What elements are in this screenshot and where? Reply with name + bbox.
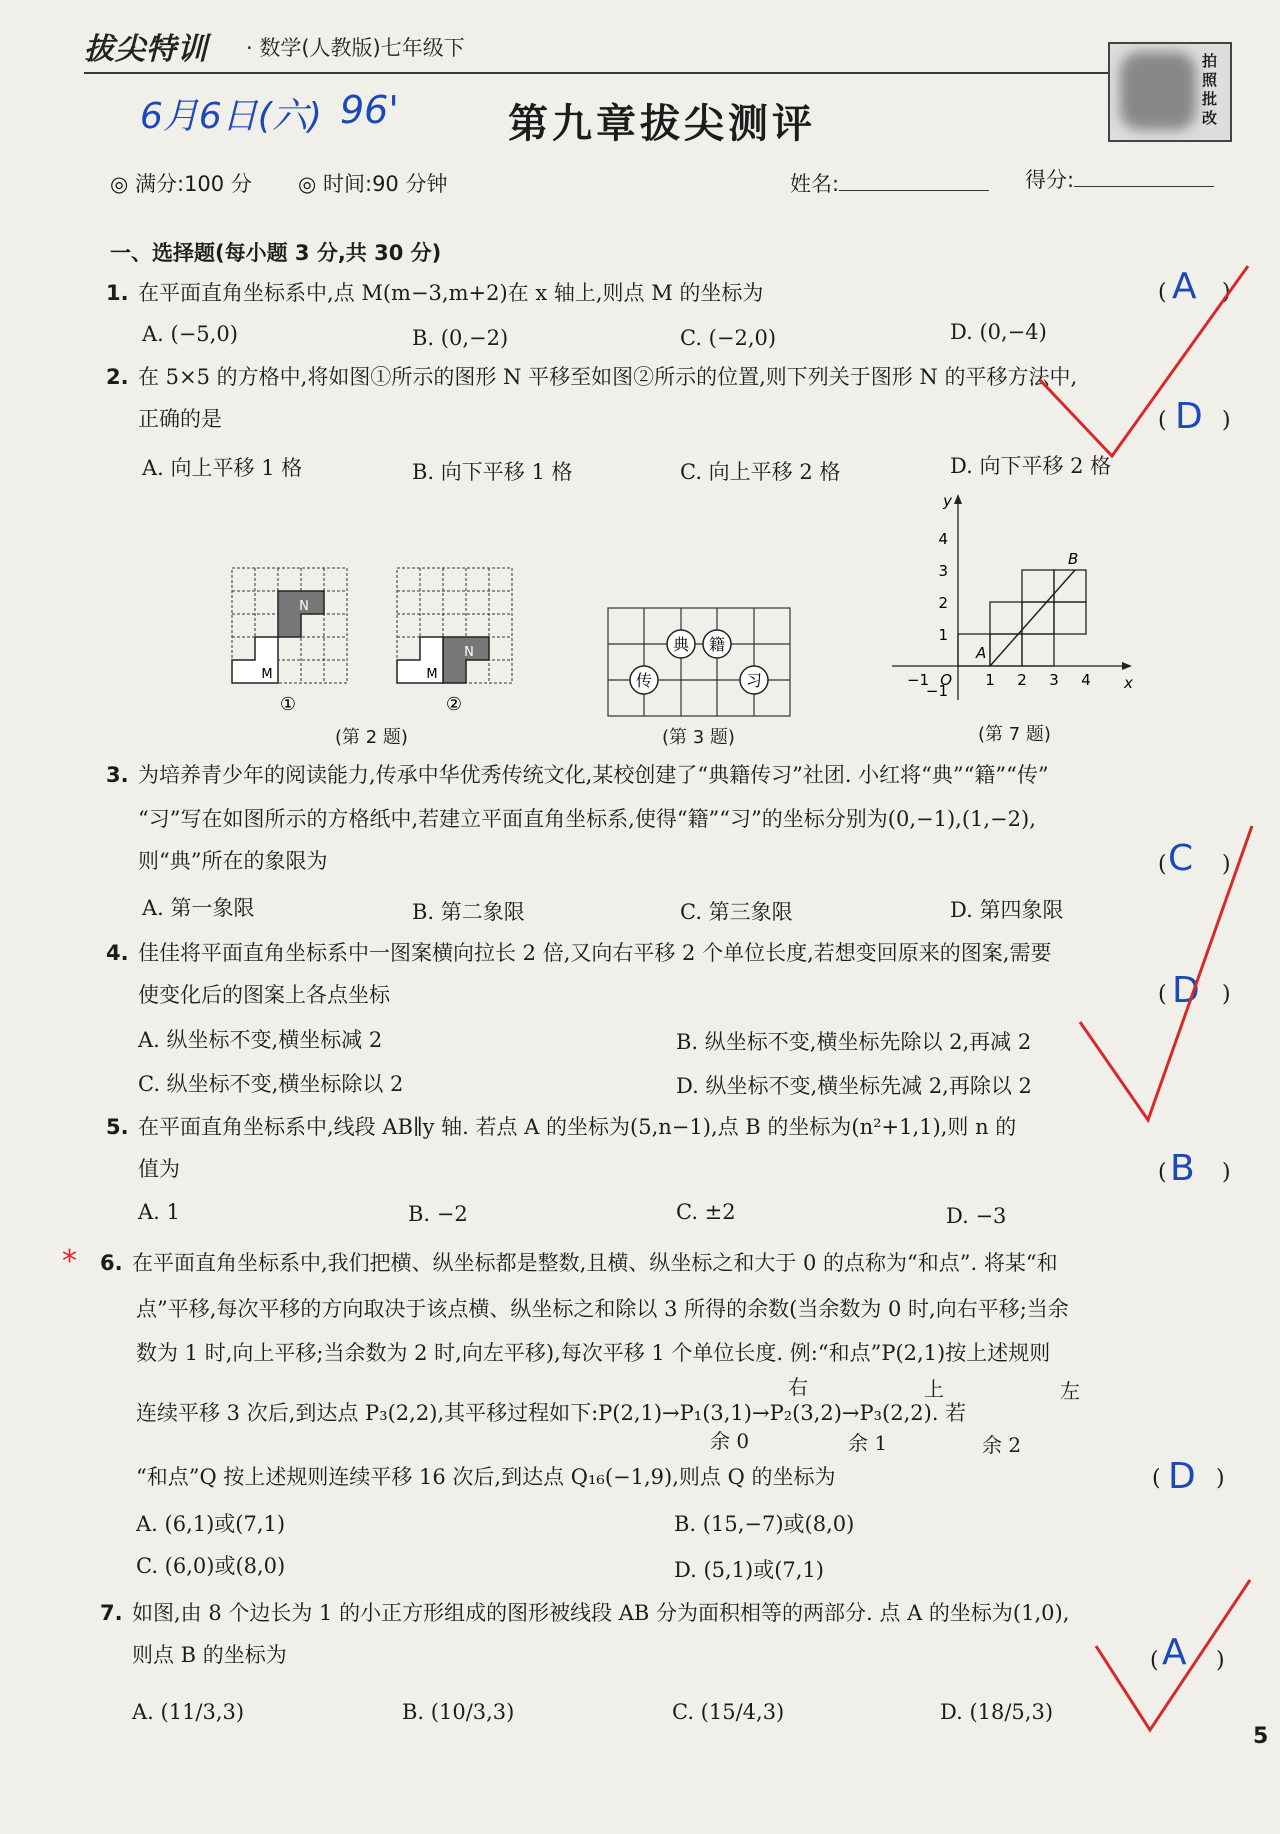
svg-text:2: 2 (1017, 671, 1027, 689)
fig2-sub-2: ② (445, 694, 463, 715)
handwritten-score: 96' (340, 88, 399, 132)
fig7-caption: (第 7 题) (978, 724, 1051, 745)
option: D. (18/5,3) (940, 1700, 1054, 1724)
section-heading: 一、选择题(每小题 3 分,共 30 分) (110, 241, 442, 265)
worksheet-page: 拔尖特训 · 数学(人教版)七年级下 拍 照 批 改 6月6日(六) 96' 第九章拔尖测评 ◎ 满分:100 分 ◎ 时间:90 分钟 姓名: 得分: 一、选择题(每小题 3 分,共 30 分) 1. 在平面直角坐标系中,点 M(m−3,m+2)在 x 轴上,则点 M 的坐标为 ( ) A A. (−5,0) B. (0,−2) C. (−2,0) D. (0,−4) 2. 在 5×5 的方格中,将如图①所示的图形 N 平移至如图②所示的位置,则下列关于图形 N 的平移方法中, 正确的是 ( ) D A. 向上平移 1 格 B. 向下平移 1 格 C. 向上平移 2 格 D. 向下平移 2 格 N M ① N M ② 典 籍 传 习 (第 2 题) (第 3 题) y x O A B −1 1 2 3 4 4 3 2 1 −1 (第 7 题) 3. 为培养青少年的阅读能力,传承中华优秀传统文化,某校创建了“典籍传习”社团. 小红将“典”“籍”“传” “习”写在如图所示的方格纸中,若建立平面直角坐标系,使得“籍”“习”的坐标分别为(0,−1),(1,−2), 则“典”所在的象限为 ( ) C A. 第一象限 B. 第二象限 C. 第三象限 D. 第四象限 4. 佳佳将平面直角坐标系中一图案横向拉长 2 倍,又向右平移 2 个单位长度,若想变回原来的图案,需要 使变化后的图案上各点坐标 ( ) D A. 纵坐标不变,横坐标减 2 B. 纵坐标不变,横坐标先除以 2,再减 2 C. 纵坐标不变,横坐标除以 2 D. 纵坐标不变,横坐标先减 2,再除以 2 5. 在平面直角坐标系中,线段 AB∥y 轴. 若点 A 的坐标为(5,n−1),点 B 的坐标为(n²+1,1),则 n 的 值为 ( ) B A. 1 B. −2 C. ±2 D. −3 * 6. 在平面直角坐标系中,我们把横、纵坐标都是整数,且横、纵坐标之和大于 0 的点称为“和点”. 将某“和 点”平移,每次平移的方向取决于该点横、纵坐标之和除以 3 所得的余数(当余数为 0 时,向右平移;当余 数为 1 时,向上平移;当余数为 2 时,向左平移),每次平移 1 个单位长度. 例:“和点”P(2,1)按上述规则 连续平移 3 次后,到达点 P₃(2,2),其平移过程如下:P(2,1)→P₁(3,1)→P₂(3,2)→P₃(2,2). 若 右 余 0 上 余 1 左 余 2 “和点”Q 按上述规则连续平移 16 次后,到达点 Q₁₆(−1,9),则点 Q 的坐标为 ( ) D A. (6,1)或(7,1) B. (15,−7)或(8,0) C. (6,0)或(8,0) D. (5,1)或(7,1) 7. 如图,由 8 个边长为 1 的小正方形组成的图形被线段 AB 分为面积相等的两部分. 点 A 的坐标为(1,0), 则点 B 的坐标为 ( ) A A. (11/3,3) B. (10/3,3) C. (15/4,3) D. (18/5,3) 5 (0, 0, 1280, 1834)
option: B. 纵坐标不变,横坐标先除以 2,再减 2 (676, 1030, 1032, 1054)
option: A. (−5,0) (142, 322, 238, 346)
option: B. 第二象限 (412, 900, 525, 924)
svg-text:3: 3 (938, 562, 948, 580)
option: C. 向上平移 2 格 (680, 460, 841, 484)
check-mark (1096, 1580, 1250, 1730)
fig3-caption: (第 3 题) (662, 727, 735, 748)
option: D. (5,1)或(7,1) (674, 1558, 825, 1582)
handwritten-date: 6月6日(六) (140, 96, 322, 137)
answer-3: C (1168, 838, 1194, 879)
option: B. (15,−7)或(8,0) (674, 1512, 855, 1536)
check-mark (1040, 266, 1248, 456)
name-field[interactable]: 姓名: (790, 168, 989, 198)
score-field[interactable]: 得分: (1025, 164, 1214, 194)
svg-text:1: 1 (938, 626, 948, 644)
answer-6: D (1168, 1456, 1196, 1497)
option: D. −3 (946, 1204, 1007, 1228)
question-1: 1. 在平面直角坐标系中,点 M(m−3,m+2)在 x 轴上,则点 M 的坐标为 (106, 281, 764, 305)
option: C. (6,0)或(8,0) (136, 1554, 286, 1578)
subject-label: · 数学(人教版)七年级下 (246, 36, 465, 60)
option: A. 纵坐标不变,横坐标减 2 (138, 1028, 383, 1052)
char-xi: 习 (745, 671, 763, 690)
option: A. 第一象限 (142, 896, 255, 920)
svg-text:O: O (940, 671, 952, 689)
option: A. (6,1)或(7,1) (136, 1512, 286, 1536)
answer-2: D (1175, 396, 1203, 437)
brand-logo: 拔尖特训 (84, 32, 208, 67)
svg-text:3: 3 (1049, 671, 1059, 689)
label-m: M (261, 667, 273, 682)
question-6: 6. 在平面直角坐标系中,我们把横、纵坐标都是整数,且横、纵坐标之和大于 0 的点称为“和点”. 将某“和 (100, 1251, 1058, 1275)
svg-text:N: N (464, 645, 474, 660)
full-score: ◎ 满分:100 分 (110, 172, 252, 196)
option: D. 纵坐标不变,横坐标先减 2,再除以 2 (676, 1074, 1032, 1098)
point-a: A (976, 644, 987, 662)
option: C. 纵坐标不变,横坐标除以 2 (138, 1072, 404, 1096)
fig2-caption: (第 2 题) (335, 727, 408, 748)
svg-text:4: 4 (1081, 671, 1091, 689)
time-limit: ◎ 时间:90 分钟 (298, 172, 448, 196)
option: B. −2 (408, 1202, 468, 1226)
char-ji: 籍 (708, 635, 726, 654)
fig2-sub-1: ① (279, 694, 297, 715)
answer-4: D (1172, 970, 1200, 1011)
svg-text:−1: −1 (925, 682, 948, 700)
qr-label: 拍 照 批 改 (1202, 52, 1218, 127)
svg-text:x: x (1124, 674, 1133, 692)
answer-1: A (1172, 266, 1197, 307)
svg-text:2: 2 (938, 594, 948, 612)
question-3: 3. 为培养青少年的阅读能力,传承中华优秀传统文化,某校创建了“典籍传习”社团. 小红将“典”“籍”“传” (106, 763, 1049, 787)
answer-7: A (1162, 1632, 1187, 1673)
option: B. (0,−2) (412, 326, 509, 350)
star-mark: * (62, 1244, 77, 1279)
option: C. (15/4,3) (672, 1700, 785, 1724)
svg-text:1: 1 (985, 671, 995, 689)
option: A. (11/3,3) (132, 1700, 245, 1724)
option: C. (−2,0) (680, 326, 777, 350)
check-mark (1080, 826, 1252, 1120)
question-4: 4. 佳佳将平面直角坐标系中一图案横向拉长 2 倍,又向右平移 2 个单位长度,若想变回原来的图案,需要 (106, 941, 1052, 965)
question-7: 7. 如图,由 8 个边长为 1 的小正方形组成的图形被线段 AB 分为面积相等的两部分. 点 A 的坐标为(1,0), (100, 1601, 1070, 1625)
page-number: 5 (1253, 1724, 1269, 1749)
option: A. 1 (138, 1200, 180, 1224)
char-dian: 典 (672, 635, 690, 654)
option: D. 第四象限 (950, 898, 1064, 922)
question-2: 2. 在 5×5 的方格中,将如图①所示的图形 N 平移至如图②所示的位置,则下列关于图形 N 的平移方法中, (106, 365, 1078, 389)
option: D. (0,−4) (950, 320, 1047, 344)
option: B. 向下平移 1 格 (412, 460, 573, 484)
question-5: 5. 在平面直角坐标系中,线段 AB∥y 轴. 若点 A 的坐标为(5,n−1),点 B 的坐标为(n²+1,1),则 n 的 (106, 1115, 1017, 1139)
label-n: N (299, 599, 309, 614)
svg-text:M: M (426, 667, 438, 682)
option: C. ±2 (676, 1200, 736, 1224)
option: C. 第三象限 (680, 900, 793, 924)
svg-text:y: y (943, 492, 952, 510)
option: D. 向下平移 2 格 (950, 454, 1112, 478)
char-chuan: 传 (635, 671, 653, 690)
point-b: B (1068, 550, 1079, 568)
page-title: 第九章拔尖测评 (508, 101, 816, 147)
option: B. (10/3,3) (402, 1700, 515, 1724)
answer-5: B (1170, 1148, 1195, 1189)
svg-text:4: 4 (938, 530, 948, 548)
option: A. 向上平移 1 格 (142, 456, 303, 480)
svg-text:−1: −1 (906, 671, 930, 689)
